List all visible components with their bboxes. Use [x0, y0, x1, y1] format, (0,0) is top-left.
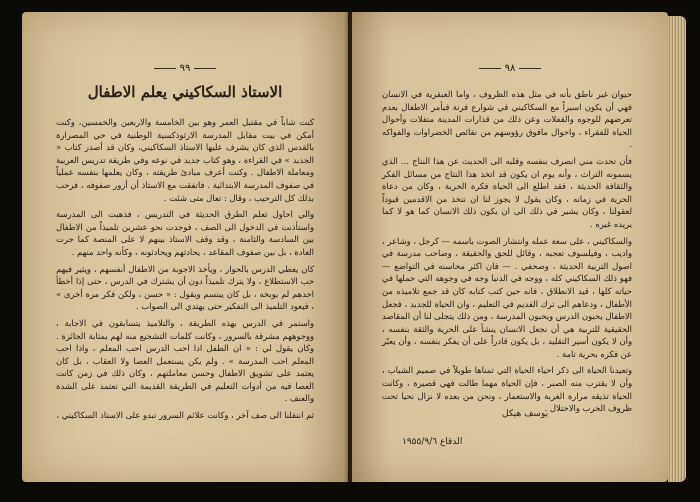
chapter-title: الاستاذ السكاكيني يعلم الاطفال: [87, 83, 283, 101]
paragraph: كان يعطي الدرس بالحوار ، ويأخذ الاجوبة من الاطفال أنفسهم ، ويثير فيهم حب الاستطلاع ، ولا يترك تلميذاً دون أن يشترك في الدرس ، حتى إذا أخطأ احدهم لم يوبخه ، بل كان يبتسم ويقول : « حسن ، ولكن فكر مرة أخرى » ، فيعود التلميذ الى التفكير حتى يهتدي الى الصواب .: [56, 263, 314, 312]
paragraph: والسكاكيني ، على سعة عمله وانتشار الصوت باسمه — كرجل ، وشاعر ، واديب ، وفيلسوف تعجبه ، وقائل للحق والحقيقة ، وصاحب مدرسة في اصول التربية الحديثة ، وصحفي . — فان اكثر محاسنه في التواضع — فهو ذلك السكاكيني كله ، ووجه في الدنيا وجه في وجوهه التي حملها في حياته كلها ، قيد الانطلاق ، فانه حين كتب كتابه كان قد جمع تلاميذه من الأطفال ، ودعاهم الى ترك القديم في التعليم ، وان الحياة للجديد ، فجعل الاطفال يحبون الدرس ويحبون المدرسة ، ومن ذلك يتجلى لنا أن المقاصد الحقيقية للتربية هي أن نجعل الانسان ينشأ على الحرية والثقة بنفسه ، وأن لا يكون أسير التقليد ، بل يكون قادراً على أن يفكر بنفسه ، وأن يعبّر عن فكره بحرية تامة .: [382, 235, 632, 359]
page-number-left: [22, 62, 348, 76]
page-number-right: [352, 62, 668, 76]
right-page: [352, 12, 668, 482]
page-edges: [668, 16, 686, 482]
author-signature: يوسف هيكل: [502, 409, 549, 419]
page-number-text: ٩٨: [504, 63, 516, 74]
paragraph: واستمر في الدرس بهذه الطريقة ، والتلاميذ يتسابقون في الاجابة ، ووجوههم مشرقة بالسرور ، وكانت كلمات التشجيع منه لهم بمثابة الجائزة . وكان يقول لي : « ان الطفل اذا احب الدرس احب المعلم ، واذا احب المعلم احب المدرسة » . ولم يكن يستعمل العصا ولا العقاب ، بل كان يعتمد على تشويق الاطفال وحسن معاملتهم ، وكان ذلك في زمن كانت العصا فيه من أدوات التعليم في الطريقة القديمة التي تعتمد على الشدة والعنف .: [56, 317, 314, 404]
paragraph: وتعيدنا الحياة الى ذكر احياء الحياة التي تمناها طويلاً في صميم الشباب ، وأن لا يقترب منه الصبر ، فإن الحياة مهما طالت فهي قصيرة ، وكانت الحياة تذيقه مرارة الغربة والاستعمار ، ونحن من بعده لا نزال نحيا تحت ظروف الحرب والاحتلال .: [382, 365, 632, 414]
page-number-text: ٩٩: [179, 63, 191, 74]
book-spread: [8, 6, 692, 496]
paragraph: فأن تحدث مني انصرف بنفسه وقلبه الى الحديث عن هذا النتاج ... الذي يسمونه التراث ، وأنه يوم ان يكون قد اتخذ هذا النتاج من مسائل الفكر والثقافة الحديثة ، فقد اطلع الى الحياة فكرة الحرية ، وكان من دعاة الحرية في زمانه ، وكان يقول لا يجوز لنا ان نتخذ من الاقدمين قيوداً لعقولنا ، وكان يشير في ذلك الى ان يكون ذلك الانسان كما هو لا كما يريده غيره .: [382, 155, 632, 229]
left-page-body: [56, 116, 314, 426]
place-date: الدقاع ١٩٥٥/٩/٦: [402, 437, 463, 447]
paragraph: حيوان غير ناطق بأنه في مثل هذه الظروف ، واما العبقرية في الانسان فهي أن يكون اسيراً مع السكاكيني في شوارع فرنة فيأمر الاطفال بعدم تعرضهم للوجوه والقفلات وعن ذلك من قذارات المدينة متفلات وأحوال الحياة للفقراء ، واحوال مافوق رؤوسهم من نقائص الخضراوات والفواكه .: [382, 89, 632, 150]
paragraph: كنت شاباً في مقتبل العمر وهو بين الخامسة والاربعين والخمسين، وكنت أمكن في بيت مقابل المدرسة الارثوذكسية الوطنية في حي المصرارة بالقدس الذي كان يشرف عليها الاستاذ السكاكيني، وكان قد أصدر كتاب « الجديد » في القراءة ، وهو كتاب جديد في نوعه وفي طريقة تدريس العربية ومعاملة الاطفال . وكنت أعرف مبادئ طريقته ، وكان يعلمها بنفسه عملياً في صفوف المدرسة الابتدائية . فاتفقت مع الاستاذ أن أزور صفوفه ، فرحب بذلك كل الترحيب ، وقال : تعال متى شئت .: [56, 117, 314, 203]
paragraph: والي احاول تعلم الطرق الحديثة في التدريس ، فذهبت الى المدرسة واستأذنت في الدخول الى الصف ، فوجدت نحو عشرين تلميذاً من الاطفال بين السادسة والثامنة ، وقد وقف الاستاذ بينهم لا على المنصة كما جرت العادة ، بل بين صفوف المقاعد ، يحادثهم ويحادثونه ، وكأنه واحد منهم .: [56, 209, 314, 257]
left-page: [22, 12, 348, 482]
paragraph: ثم انتقلنا الى صف آخر ، وكانت علائم السرور تبدو على الاستاذ السكاكيني ،: [56, 410, 314, 421]
right-page-body: [382, 88, 632, 419]
